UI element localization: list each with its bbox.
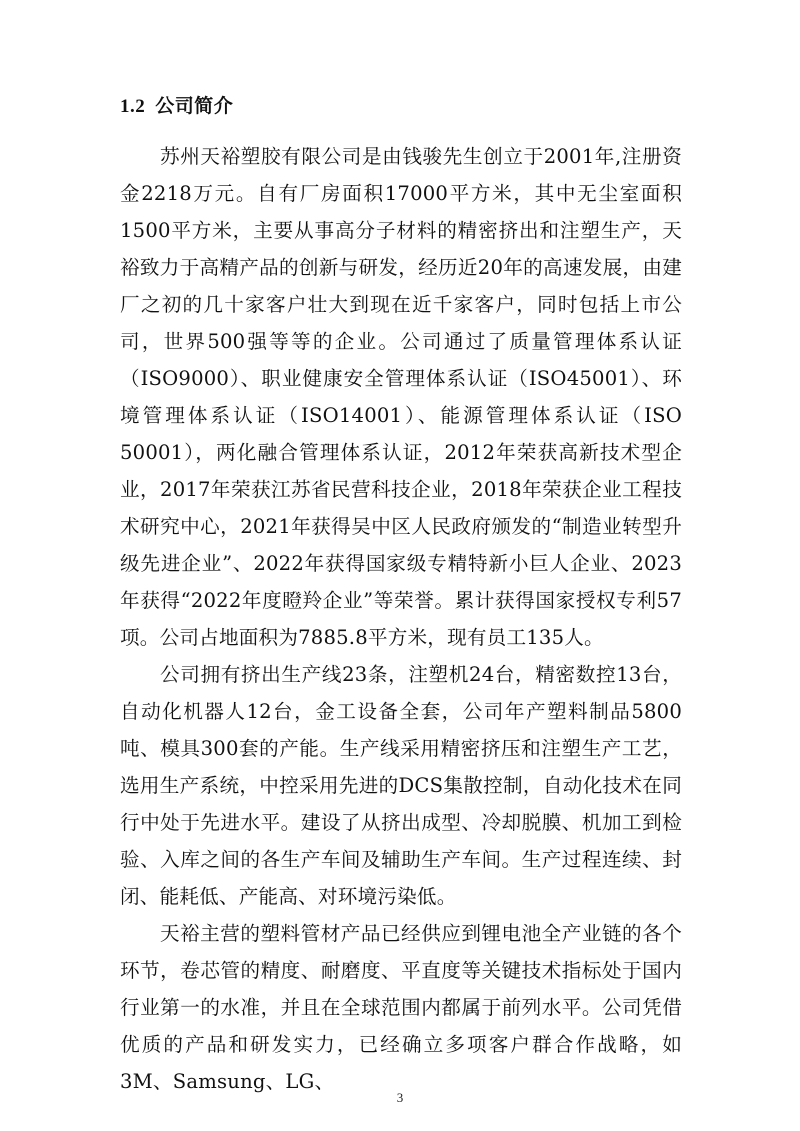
paragraph-products-customers: 天裕主营的塑料管材产品已经供应到锂电池全产业链的各个环节，卷芯管的精度、耐磨度、平直度等关键技术指标处于国内行业第一的水准，并且在全球范围内都属于前列水平。公司凭借优质的产品和研发实力，已经确立多项客户群合作战略，如3M、Samsung、LG、 xyxy=(120,922,682,1093)
paragraph-production-capacity: 公司拥有挤出生产线23条，注塑机24台，精密数控13台，自动化机器人12台，金工设备全套，公司年产塑料制品5800吨、模具300套的产能。生产线采用精密挤压和注塑生产工艺，选用生产系统，中控采用先进的DCS集散控制，自动化技术在同行中处于先进水平。建设了从挤出成型、冷却脱膜、机加工到检验、入库之间的各生产车间及辅助生产车间。生产过程连续、封闭、能耗低、产能高、对环境污染低。 xyxy=(120,663,682,908)
document-page xyxy=(120,92,682,1100)
paragraph-company-overview: 苏州天裕塑胶有限公司是由钱骏先生创立于2001年,注册资金2218万元。自有厂房面积17000平方米，其中无尘室面积1500平方米，主要从事高分子材料的精密挤出和注塑生产，天裕致力于高精产品的创新与研发，经历近20年的高速发展，由建厂之初的几十家客户壮大到现在近千家客户，同时包括上市公司，世界500强等等的企业。公司通过了质量管理体系认证（ISO9000）、职业健康安全管理体系认证（ISO45001）、环境管理体系认证（ISO14001）、能源管理体系认证（ISO 50001），两化融合管理体系认证，2012年荣获高新技术型企业，2017年荣获江苏省民营科技企业，2018年荣获企业工程技术研究中心，2021年获得吴中区人民政府颁发的“制造业转型升级先进企业”、2022年获得国家级专精特新小巨人企业、2023年获得“2022年度瞪羚企业”等荣誉。累计获得国家授权专利57项。公司占地面积为7885.8平方米，现有员工135人。 xyxy=(120,145,682,649)
page-number: 3 xyxy=(396,1090,404,1105)
section-number: 1.2 xyxy=(120,96,146,117)
section-title: 公司简介 xyxy=(155,95,234,117)
section-heading xyxy=(120,92,682,121)
